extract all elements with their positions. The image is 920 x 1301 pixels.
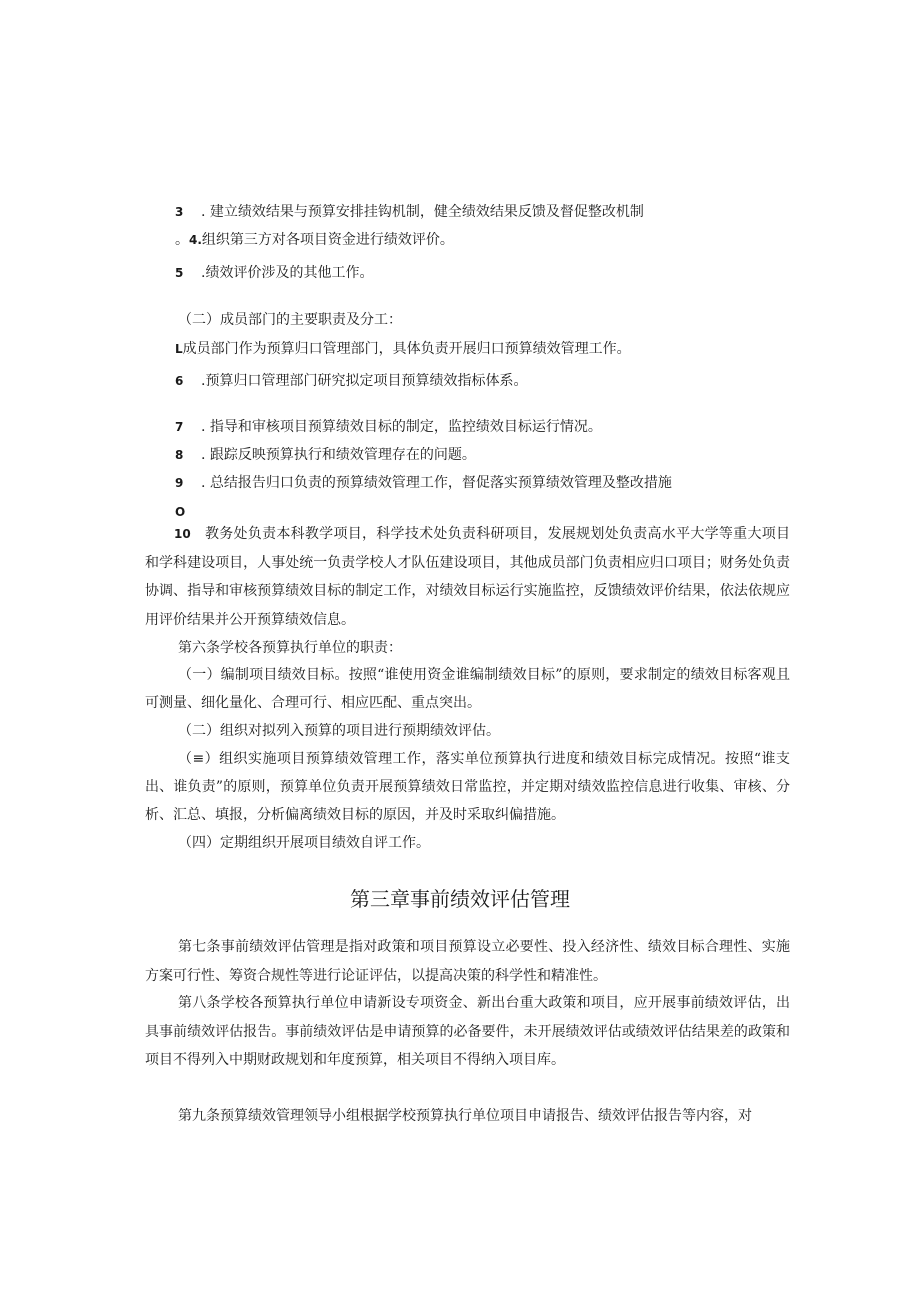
list-text: . 总结报告归口负责的预算绩效管理工作，督促落实预算绩效管理及整改措施: [201, 475, 672, 491]
list-item-4: [175, 231, 454, 249]
list-text: 组织第三方对各项目资金进行绩效评价。: [201, 232, 454, 248]
list-item-3: [175, 203, 644, 221]
list-number: 6: [175, 374, 184, 388]
list-number: 8: [175, 448, 184, 462]
list-number: L: [175, 342, 183, 356]
article-8: 第八条学校各预算执行单位申请新设专项资金、新出台重大政策和项目，应开展事前绩效评估，出具事前绩效评估报告。事前绩效评估是申请预算的必备要件，未开展绩效评估或绩效评估结果差的政策和项目不得列入中期财政规划和年度预算，相关项目不得纳入项目库。: [145, 995, 790, 1068]
list-item-6: [175, 372, 527, 390]
item-10-paragraph: [145, 520, 790, 634]
list-number: 3: [175, 205, 184, 219]
article-6-title: 第六条学校各预算执行单位的职责：: [178, 640, 402, 656]
list-text: .绩效评价涉及的其他工作。: [201, 265, 374, 281]
article-6-item-2: （二）组织对拟列入预算的项目进行预期绩效评估。: [178, 723, 500, 739]
list-text: . 建立绩效结果与预算安排挂钩机制，健全绩效结果反馈及督促整改机制: [201, 204, 644, 220]
article-7: 第七条事前绩效评估管理是指对政策和项目预算设立必要性、投入经济性、绩效目标合理性、实施方案可行性、筹资合规性等进行论证评估，以提高决策的科学性和精准性。: [145, 939, 790, 984]
section-heading: （二）成员部门的主要职责及分工：: [178, 312, 402, 328]
list-prefix: 。: [175, 232, 189, 248]
list-item-8: [175, 446, 476, 464]
list-number: 9: [175, 476, 184, 490]
article-6-item-1: （一）编制项目绩效目标。按照“谁使用资金谁编制绩效目标”的原则，要求制定的绩效目标客观且可测量、细化量化、合理可行、相应匹配、重点突出。: [145, 667, 790, 711]
list-item-7: [175, 418, 602, 436]
article-6-item-4: （四）定期组织开展项目绩效自评工作。: [178, 835, 430, 851]
stray-mark: O: [175, 505, 186, 519]
paragraph-text: 教务处负责本科教学项目，科学技术处负责科研项目，发展规划处负责高水平大学等重大项目和学科建设项目，人事处统一负责学校人才队伍建设项目，其他成员部门负责相应归口项目；财务处负责协调、指导和审核预算绩效目标的制定工作，对绩效目标运行实施监控，反馈绩效评价结果，依法依规应用评价结果并公开预算绩效信息。: [145, 526, 790, 628]
list-item-9: [175, 474, 672, 492]
list-number: 4.: [189, 233, 202, 247]
list-text: . 指导和审核项目预算绩效目标的制定，监控绩效目标运行情况。: [201, 419, 602, 435]
list-text: .预算归口管理部门研究拟定项目预算绩效指标体系。: [201, 373, 528, 389]
list-number: 5: [175, 266, 184, 280]
article-9: 第九条预算绩效管理领导小组根据学校预算执行单位项目申请报告、绩效评估报告等内容，对: [178, 1108, 752, 1124]
list-text: . 跟踪反映预算执行和绩效管理存在的问题。: [201, 447, 476, 463]
article-6-item-3: （≡）组织实施项目预算绩效管理工作，落实单位预算执行进度和绩效目标完成情况。按照“谁支出、谁负责”的原则，预算单位负责开展预算绩效日常监控，并定期对绩效监控信息进行收集、审核、分析、汇总、填报，分析偏离绩效目标的原因，并及时采取纠偏措施。: [145, 751, 790, 823]
list-text: 成员部门作为预算归口管理部门，具体负责开展归口预算绩效管理工作。: [182, 341, 631, 357]
list-item-l: [175, 340, 631, 358]
list-item-5: [175, 264, 373, 282]
chapter-title: 第三章事前绩效评估管理: [350, 887, 570, 911]
list-number: 7: [175, 420, 184, 434]
list-number: 10: [174, 527, 191, 541]
